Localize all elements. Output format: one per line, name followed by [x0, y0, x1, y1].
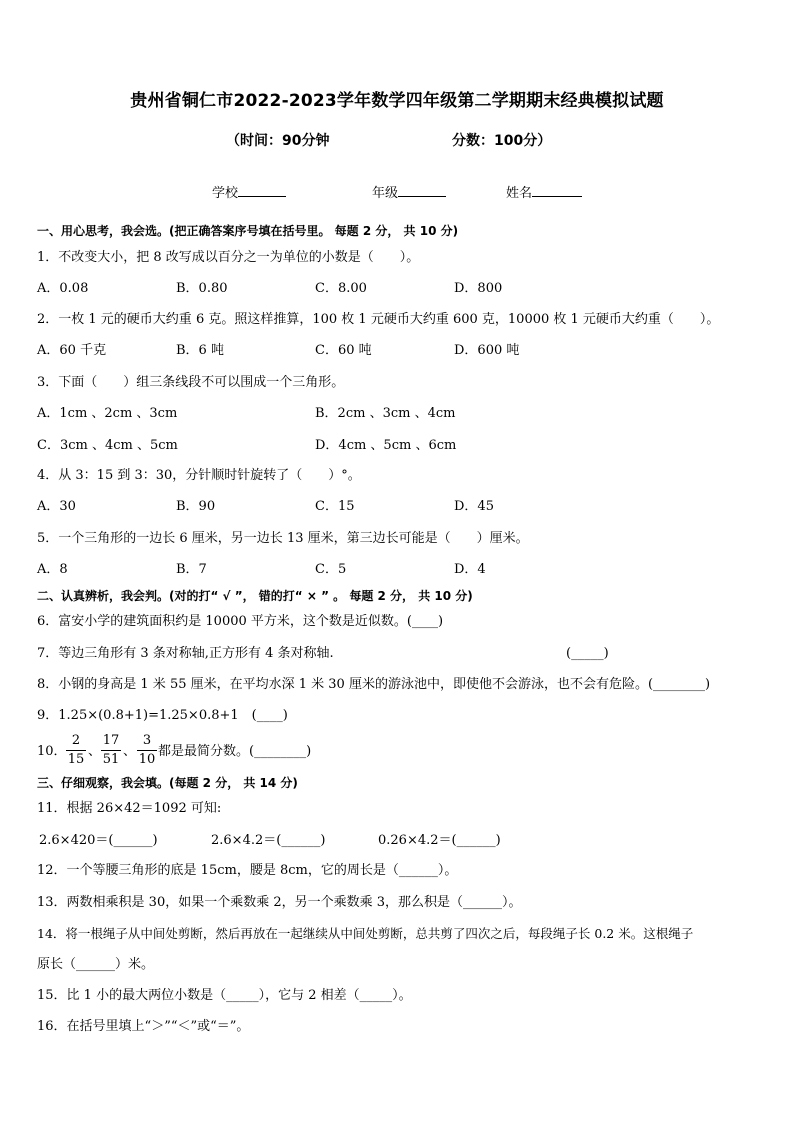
fraction-denominator: 10 [138, 752, 156, 767]
fraction-numerator: 17 [102, 733, 120, 748]
q11-part-c[interactable]: 0.26×4.2＝(______) [378, 833, 501, 848]
q3-option-b[interactable]: B．2cm 、3cm 、4cm [315, 406, 456, 421]
q1-option-c[interactable]: C．8.00 [315, 281, 367, 296]
grade-field [372, 182, 446, 201]
fraction-bar [66, 750, 86, 751]
fraction-numerator: 3 [142, 733, 152, 748]
question-15: 15．比 1 小的最大两位小数是（_____），它与 2 相差（_____）。 [37, 988, 412, 1003]
q7-answer-blank[interactable]: (_____) [566, 646, 609, 661]
q10-separator-2: 、 [123, 744, 137, 759]
q4-option-d[interactable]: D．45 [454, 499, 494, 514]
question-8: 8．小钢的身高是 1 米 55 厘米，在平均水深 1 米 30 厘米的游泳池中，即使他不会游泳，也不会有危险。(________) [37, 677, 711, 692]
section-3-heading: 三、仔细观察，我会填。(每题 2 分， 共 14 分) [37, 776, 298, 790]
q2-option-d[interactable]: D．600 吨 [454, 343, 520, 358]
q5-option-c[interactable]: C．5 [315, 562, 347, 577]
q4-option-c[interactable]: C．15 [315, 499, 355, 514]
q5-option-d[interactable]: D．4 [454, 562, 486, 577]
question-5: 5．一个三角形的一边长 6 厘米，另一边长 13 厘米，第三边长可能是（ ）厘米。 [37, 531, 529, 546]
school-label: 学校 [212, 186, 239, 201]
exam-title: 贵州省铜仁市2022-2023学年数学四年级第二学期期末经典模拟试题 [130, 91, 664, 111]
q2-option-b[interactable]: B．6 吨 [176, 343, 224, 358]
q4-option-a[interactable]: A．30 [37, 499, 76, 514]
q1-option-a[interactable]: A．0.08 [37, 281, 89, 296]
q11-part-b[interactable]: 2.6×4.2＝(______) [211, 833, 326, 848]
name-blank[interactable] [532, 184, 582, 197]
school-blank[interactable] [238, 184, 286, 197]
q5-option-a[interactable]: A．8 [37, 562, 68, 577]
q10-fraction-3 [137, 733, 157, 768]
fraction-numerator: 2 [71, 733, 81, 748]
question-16: 16．在括号里填上“＞”“＜”或“＝”。 [37, 1019, 250, 1034]
fraction-denominator: 51 [102, 752, 120, 767]
q4-option-b[interactable]: B．90 [176, 499, 216, 514]
q10-suffix: 都是最简分数。(________) [158, 744, 312, 759]
q1-option-b[interactable]: B．0.80 [176, 281, 228, 296]
question-1: 1．不改变大小，把 8 改写成以百分之一为单位的小数是（ ）。 [37, 250, 420, 265]
grade-blank[interactable] [398, 184, 446, 197]
fraction-denominator: 15 [67, 752, 85, 767]
q10-prefix: 10． [37, 744, 67, 759]
q3-option-c[interactable]: C．3cm 、4cm 、5cm [37, 438, 178, 453]
question-12: 12．一个等腰三角形的底是 15cm，腰是 8cm，它的周长是（______）。 [37, 863, 458, 878]
fraction-bar [137, 750, 157, 751]
name-field [506, 182, 582, 201]
q3-option-a[interactable]: A．1cm 、2cm 、3cm [37, 406, 178, 421]
question-6: 6．富安小学的建筑面积约是 10000 平方米，这个数是近似数。(____) [37, 614, 444, 629]
q1-option-d[interactable]: D．800 [454, 281, 503, 296]
q3-option-d[interactable]: D．4cm 、5cm 、6cm [315, 438, 457, 453]
question-14: 14．将一根绳子从中间处剪断，然后再放在一起继续从中间处剪断，总共剪了四次之后，每段绳子长 0.2 米。这根绳子 [37, 926, 694, 941]
q10-fraction-1 [66, 733, 86, 768]
question-4: 4．从 3：15 到 3：30，分针顺时针旋转了（ ）°。 [37, 468, 361, 483]
q2-option-a[interactable]: A．60 千克 [37, 343, 107, 358]
q10-separator-1: 、 [88, 744, 102, 759]
name-label: 姓名 [506, 186, 533, 201]
fraction-bar [101, 750, 121, 751]
q5-option-b[interactable]: B．7 [176, 562, 207, 577]
exam-score: 分数：100分） [452, 133, 552, 149]
q11-part-a[interactable]: 2.6×420＝(______) [39, 833, 158, 848]
section-1-heading: 一、用心思考，我会选。(把正确答案序号填在括号里。 每题 2 分， 共 10 分) [37, 224, 459, 238]
exam-time: （时间：90分钟 [226, 133, 330, 149]
question-14-continued: 原长（______）米。 [37, 957, 155, 972]
question-11: 11．根据 26×42＝1092 可知: [37, 801, 222, 816]
grade-label: 年级 [372, 186, 399, 201]
question-9: 9．1.25×(0.8+1)=1.25×0.8+1 (____) [37, 708, 288, 723]
question-13: 13．两数相乘积是 30，如果一个乘数乘 2，另一个乘数乘 3，那么积是（______）。 [37, 895, 522, 910]
question-3: 3．下面（ ）组三条线段不可以围成一个三角形。 [37, 375, 345, 390]
question-2: 2．一枚 1 元的硬币大约重 6 克。照这样推算，100 枚 1 元硬币大约重 600 克，10000 枚 1 元硬币大约重（ ）。 [37, 312, 720, 327]
school-field [212, 182, 286, 201]
section-2-heading: 二、认真辨析，我会判。(对的打“ √ ”， 错的打“ × ” 。 每题 2 分， 共 10 分) [37, 589, 473, 603]
q2-option-c[interactable]: C．60 吨 [315, 343, 372, 358]
q10-fraction-2 [101, 733, 121, 768]
question-7: 7．等边三角形有 3 条对称轴,正方形有 4 条对称轴. [37, 646, 334, 661]
